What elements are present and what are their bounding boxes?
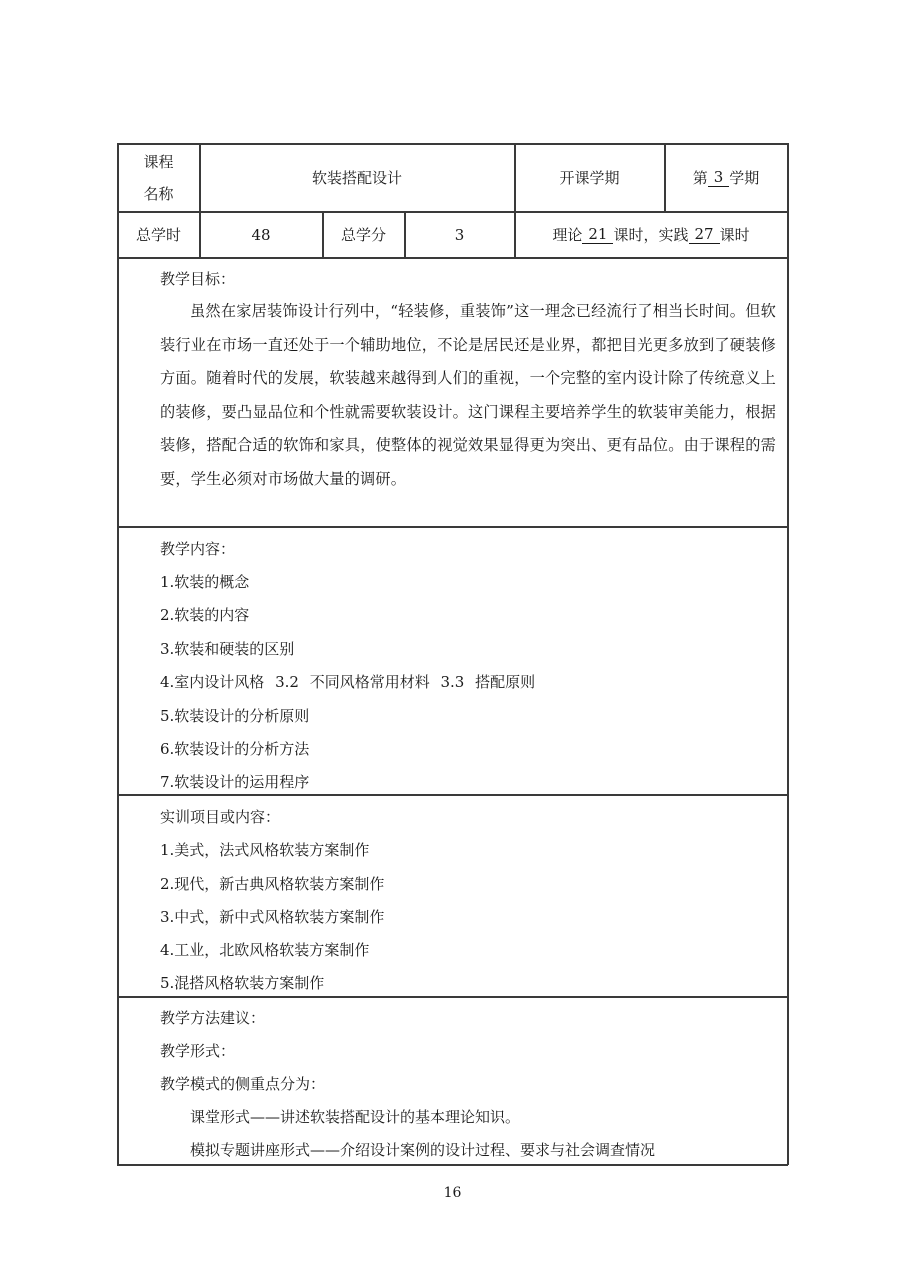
semester-number: 3	[708, 168, 730, 187]
content-item: 2.软装的内容	[160, 606, 250, 624]
theory-prefix: 理论	[552, 225, 583, 244]
semester-suffix: 学期	[729, 168, 760, 187]
semester-prefix: 第	[692, 168, 708, 187]
course-name-label-line1: 课程	[143, 152, 174, 171]
theory-hours: 21	[582, 225, 613, 244]
method-item: 模拟专题讲座形式——介绍设计案例的设计过程、要求与社会调查情况	[190, 1141, 656, 1159]
methods-section	[118, 997, 786, 1164]
objectives-section	[118, 258, 786, 526]
table-border-bottom	[117, 1164, 788, 1166]
practice-suffix: 课时	[719, 225, 750, 244]
semester-value	[665, 144, 787, 211]
objectives-title: 教学目标：	[160, 270, 236, 288]
content-item: 3.软装和硬装的区别	[160, 640, 295, 658]
course-name-value: 软装搭配设计	[311, 168, 402, 187]
methods-title: 教学方法建议：	[160, 1009, 266, 1027]
theory-suffix: 课时，实践	[613, 225, 689, 244]
page-number: 16	[443, 1185, 462, 1201]
content-item: 5.软装设计的分析原则	[160, 707, 310, 725]
hours-breakdown	[515, 212, 787, 257]
semester-label: 开课学期	[559, 168, 620, 187]
content-title: 教学内容：	[160, 540, 236, 558]
practice-item: 4.工业，北欧风格软装方案制作	[160, 941, 370, 959]
practice-hours: 27	[689, 225, 720, 244]
content-item: 4.室内设计风格 3.2 不同风格常用材料 3.3 搭配原则	[160, 673, 536, 691]
practice-item: 5.混搭风格软装方案制作	[160, 974, 325, 992]
method-item: 课堂形式——讲述软装搭配设计的基本理论知识。	[190, 1108, 521, 1126]
practice-section	[118, 795, 786, 996]
course-name-label-line2: 名称	[143, 184, 174, 203]
practice-item: 2.现代，新古典风格软装方案制作	[160, 875, 385, 893]
content-item: 7.软装设计的运用程序	[160, 773, 310, 791]
content-item: 6.软装设计的分析方法	[160, 740, 310, 758]
objectives-text	[160, 295, 776, 496]
total-hours-label: 总学时	[135, 225, 181, 244]
course-name-label	[118, 144, 199, 211]
objectives-paragraph: 虽然在家居装饰设计行列中，“轻装修，重装饰”这一理念已经流行了相当长时间。但软装行业在市场一直还处于一个辅助地位，不论是居民还是业界，都把目光更多放到了硬装修方面。随着时代的发展，软装越来越得到人们的重视，一个完整的室内设计除了传统意义上的装修，要凸显品位和个性就需要软装设计。这门课程主要培养学生的软装审美能力，根据装修，搭配合适的软饰和家具，使整体的视觉效果显得更为突出、更有品位。由于课程的需要，学生必须对市场做大量的调研。	[160, 302, 776, 488]
content-item: 1.软装的概念	[160, 573, 250, 591]
total-credits-label: 总学分	[340, 225, 386, 244]
table-border-right	[787, 143, 789, 1165]
content-section	[118, 527, 786, 794]
practice-item: 3.中式，新中式风格软装方案制作	[160, 908, 385, 926]
practice-title: 实训项目或内容：	[160, 808, 281, 826]
teaching-form-label: 教学形式：	[160, 1042, 236, 1060]
practice-item: 1.美式，法式风格软装方案制作	[160, 841, 370, 859]
total-credits-value: 3	[454, 225, 465, 244]
total-hours-value: 48	[251, 225, 271, 244]
teaching-mode-label: 教学模式的侧重点分为：	[160, 1075, 326, 1093]
